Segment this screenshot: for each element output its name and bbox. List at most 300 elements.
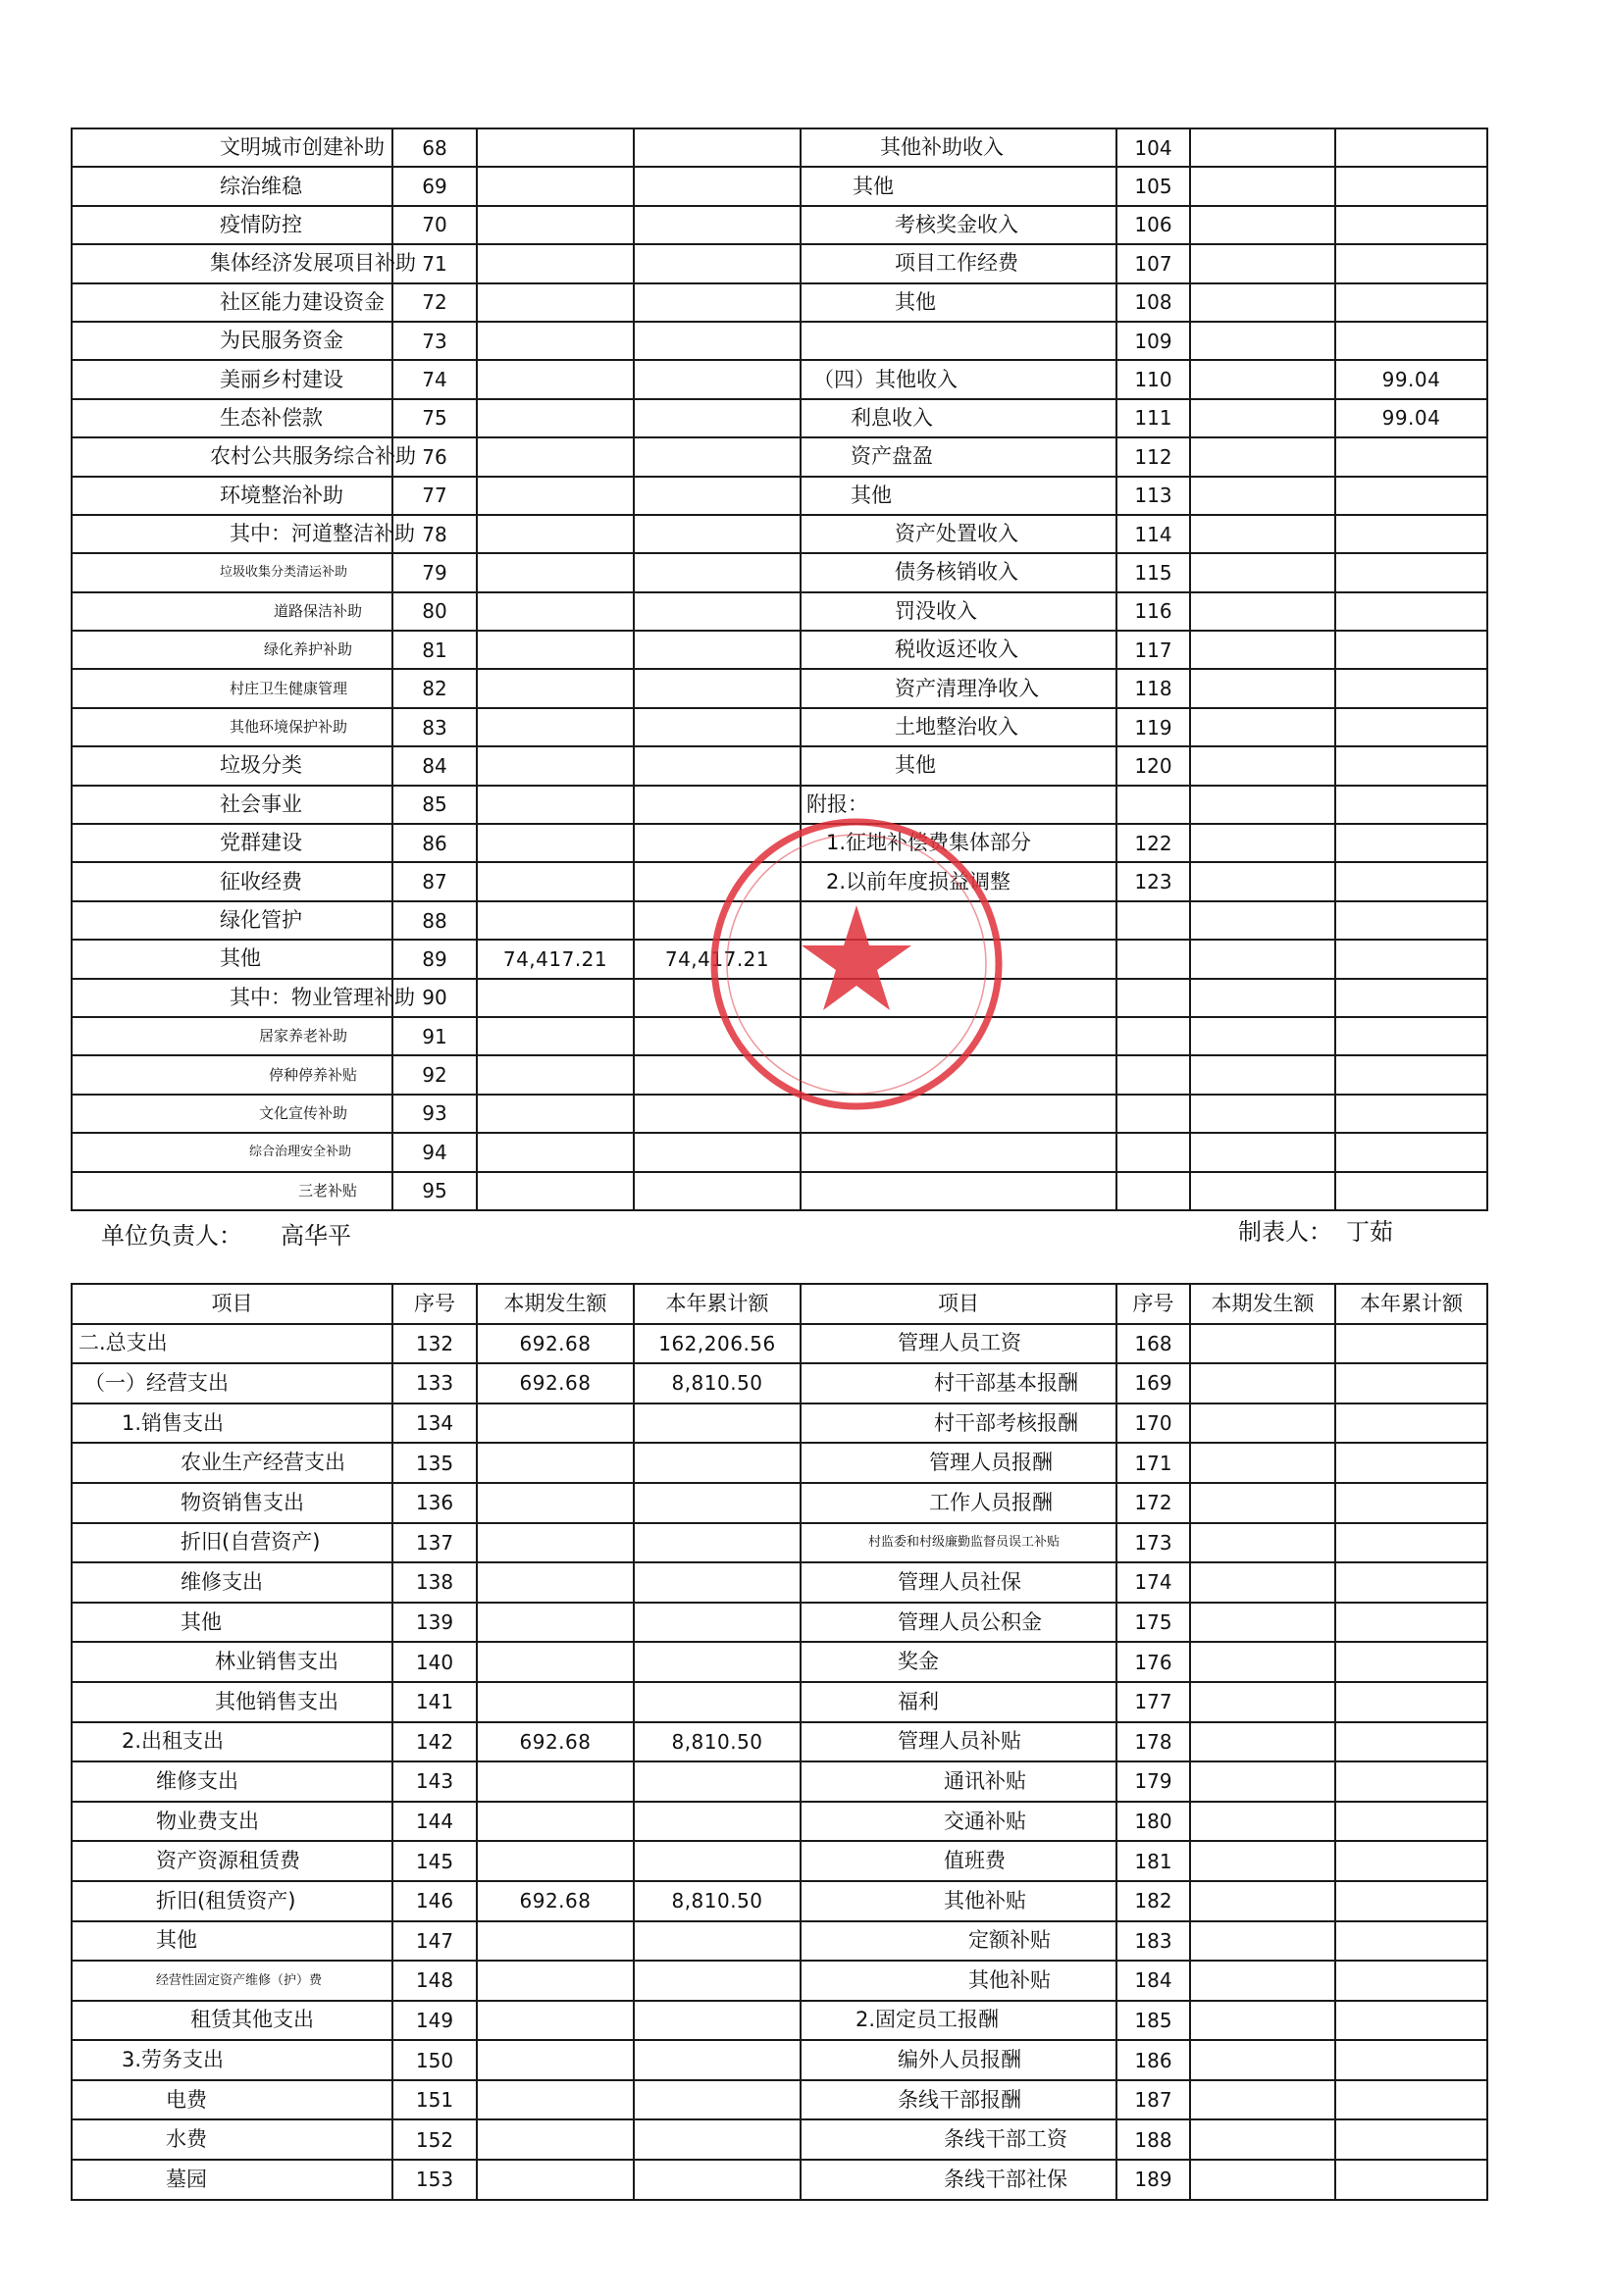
left-seq-cell: 135 [392, 1443, 477, 1483]
left-ytd-amount-cell [634, 1921, 801, 1962]
right-item-cell: 利息收入 [801, 399, 1116, 437]
right-seq-cell: 188 [1116, 2119, 1190, 2160]
right-ytd-amount-cell [1335, 1017, 1487, 1055]
left-period-amount-cell [477, 1443, 634, 1483]
left-seq-cell: 74 [392, 360, 477, 398]
table-row [72, 1562, 1487, 1603]
right-ytd-amount-cell [1335, 1095, 1487, 1133]
left-item-cell: 物业费支出 [72, 1802, 392, 1842]
right-period-amount-cell [1190, 2160, 1335, 2200]
right-ytd-amount-cell [1335, 1172, 1487, 1210]
table-row [72, 1172, 1487, 1210]
right-item-cell: 条线干部报酬 [801, 2080, 1116, 2120]
table-row [72, 1881, 1487, 1921]
table-row [72, 283, 1487, 322]
right-seq-cell: 180 [1116, 1802, 1190, 1842]
left-seq-cell: 75 [392, 399, 477, 437]
left-period-amount-cell [477, 2080, 634, 2120]
right-seq-cell: 185 [1116, 2001, 1190, 2041]
right-ytd-amount-cell [1335, 322, 1487, 360]
right-ytd-amount-cell [1335, 1603, 1487, 1643]
lower-table [71, 1283, 1488, 2201]
left-period-amount-cell [477, 553, 634, 591]
left-item-cell: 其他 [72, 1921, 392, 1962]
left-ytd-amount-cell [634, 746, 801, 785]
right-seq-cell: 122 [1116, 824, 1190, 862]
right-period-amount-cell [1190, 746, 1335, 785]
right-period-amount-cell [1190, 2080, 1335, 2120]
left-period-amount-cell [477, 1017, 634, 1055]
left-seq-cell: 143 [392, 1761, 477, 1802]
official-seal-icon [704, 812, 1009, 1116]
right-seq-cell: 107 [1116, 244, 1190, 282]
right-seq-cell [1116, 1055, 1190, 1094]
right-ytd-amount-cell [1335, 631, 1487, 669]
table-row [72, 360, 1487, 398]
left-ytd-amount-cell [634, 2160, 801, 2200]
left-seq-cell: 73 [392, 322, 477, 360]
table-row [72, 1642, 1487, 1682]
right-period-amount-cell [1190, 1961, 1335, 2001]
right-item-cell: 其他补助收入 [801, 128, 1116, 167]
right-seq-cell: 118 [1116, 669, 1190, 707]
right-item-cell: 奖金 [801, 1642, 1116, 1682]
left-item-cell: 其他 [72, 940, 392, 978]
right-item-cell: 考核奖金收入 [801, 206, 1116, 244]
right-period-amount-cell [1190, 631, 1335, 669]
left-seq-cell: 134 [392, 1403, 477, 1444]
left-period-amount-cell [477, 128, 634, 167]
right-seq-cell: 183 [1116, 1921, 1190, 1962]
left-ytd-amount-cell [634, 167, 801, 205]
table-row [72, 167, 1487, 205]
left-seq-cell: 138 [392, 1562, 477, 1603]
column-header: 本年累计额 [634, 1284, 801, 1324]
right-item-cell: 通讯补贴 [801, 1761, 1116, 1802]
right-period-amount-cell [1190, 1172, 1335, 1210]
right-seq-cell: 169 [1116, 1363, 1190, 1403]
right-item-cell: 资产盘盈 [801, 437, 1116, 476]
left-ytd-amount-cell: 8,810.50 [634, 1722, 801, 1762]
right-ytd-amount-cell [1335, 708, 1487, 746]
table-row [72, 1722, 1487, 1762]
left-item-cell: 经营性固定资产维修（护）费 [72, 1961, 392, 2001]
left-item-cell: 维修支出 [72, 1562, 392, 1603]
left-period-amount-cell: 692.68 [477, 1881, 634, 1921]
left-ytd-amount-cell [634, 631, 801, 669]
table-row [72, 631, 1487, 669]
table-row [72, 1443, 1487, 1483]
left-item-cell: 维修支出 [72, 1761, 392, 1802]
table-row [72, 437, 1487, 476]
left-period-amount-cell: 692.68 [477, 1722, 634, 1762]
left-seq-cell: 142 [392, 1722, 477, 1762]
right-item-cell: 2.固定员工报酬 [801, 2001, 1116, 2041]
left-seq-cell: 69 [392, 167, 477, 205]
right-seq-cell: 177 [1116, 1682, 1190, 1722]
left-ytd-amount-cell [634, 244, 801, 282]
right-period-amount-cell [1190, 1841, 1335, 1881]
right-ytd-amount-cell [1335, 2160, 1487, 2200]
right-period-amount-cell [1190, 1562, 1335, 1603]
right-item-cell: 村干部考核报酬 [801, 1403, 1116, 1444]
left-item-cell: 集体经济发展项目补助 [72, 244, 392, 282]
left-period-amount-cell [477, 244, 634, 282]
left-seq-cell: 152 [392, 2119, 477, 2160]
right-item-cell: （四）其他收入 [801, 360, 1116, 398]
right-item-cell: 定额补贴 [801, 1921, 1116, 1962]
right-seq-cell: 170 [1116, 1403, 1190, 1444]
left-seq-cell: 86 [392, 824, 477, 862]
table-row [72, 553, 1487, 591]
left-period-amount-cell [477, 746, 634, 785]
right-ytd-amount-cell: 99.04 [1335, 399, 1487, 437]
left-ytd-amount-cell [634, 669, 801, 707]
left-seq-cell: 83 [392, 708, 477, 746]
right-seq-cell: 104 [1116, 128, 1190, 167]
right-period-amount-cell [1190, 1682, 1335, 1722]
left-seq-cell: 91 [392, 1017, 477, 1055]
left-seq-cell: 76 [392, 437, 477, 476]
left-seq-cell: 150 [392, 2040, 477, 2080]
left-period-amount-cell [477, 2040, 634, 2080]
left-period-amount-cell [477, 1961, 634, 2001]
left-ytd-amount-cell [634, 1682, 801, 1722]
right-ytd-amount-cell [1335, 206, 1487, 244]
right-period-amount-cell [1190, 322, 1335, 360]
right-ytd-amount-cell [1335, 553, 1487, 591]
left-period-amount-cell [477, 477, 634, 515]
left-item-cell: 道路保洁补助 [72, 592, 392, 631]
left-item-cell: 文明城市创建补助 [72, 128, 392, 167]
left-item-cell: 电费 [72, 2080, 392, 2120]
right-period-amount-cell [1190, 283, 1335, 322]
right-item-cell: 管理人员社保 [801, 1562, 1116, 1603]
right-period-amount-cell [1190, 786, 1335, 824]
left-period-amount-cell [477, 786, 634, 824]
right-item-cell: 条线干部社保 [801, 2160, 1116, 2200]
right-item-cell [801, 1133, 1116, 1171]
left-item-cell: 其他环境保护补助 [72, 708, 392, 746]
right-item-cell: 土地整治收入 [801, 708, 1116, 746]
left-ytd-amount-cell [634, 283, 801, 322]
left-period-amount-cell [477, 592, 634, 631]
left-seq-cell: 94 [392, 1133, 477, 1171]
table-row [72, 399, 1487, 437]
table-row [72, 2001, 1487, 2041]
left-item-cell: 二.总支出 [72, 1324, 392, 1364]
right-seq-cell: 181 [1116, 1841, 1190, 1881]
right-ytd-amount-cell [1335, 515, 1487, 553]
left-ytd-amount-cell [634, 1443, 801, 1483]
right-seq-cell [1116, 940, 1190, 978]
left-item-cell: 农村公共服务综合补助 [72, 437, 392, 476]
left-seq-cell: 137 [392, 1523, 477, 1563]
right-ytd-amount-cell [1335, 1682, 1487, 1722]
left-item-cell: 其他销售支出 [72, 1682, 392, 1722]
left-period-amount-cell: 692.68 [477, 1363, 634, 1403]
left-ytd-amount-cell [634, 708, 801, 746]
right-seq-cell: 113 [1116, 477, 1190, 515]
right-seq-cell: 120 [1116, 746, 1190, 785]
table-row [72, 1761, 1487, 1802]
right-item-cell: 其他补贴 [801, 1961, 1116, 2001]
left-seq-cell: 139 [392, 1603, 477, 1643]
left-period-amount-cell [477, 1483, 634, 1523]
left-period-amount-cell [477, 399, 634, 437]
left-period-amount-cell [477, 708, 634, 746]
left-seq-cell: 144 [392, 1802, 477, 1842]
left-ytd-amount-cell [634, 1642, 801, 1682]
table-row [72, 2160, 1487, 2200]
table-row [72, 322, 1487, 360]
right-item-cell [801, 322, 1116, 360]
left-seq-cell: 93 [392, 1095, 477, 1133]
left-ytd-amount-cell [634, 322, 801, 360]
left-item-cell: 2.出租支出 [72, 1722, 392, 1762]
left-item-cell: 环境整治补助 [72, 477, 392, 515]
left-ytd-amount-cell [634, 437, 801, 476]
right-ytd-amount-cell [1335, 1363, 1487, 1403]
right-ytd-amount-cell [1335, 1324, 1487, 1364]
right-seq-cell: 189 [1116, 2160, 1190, 2200]
table-row [72, 1841, 1487, 1881]
right-seq-cell [1116, 901, 1190, 940]
left-period-amount-cell [477, 167, 634, 205]
left-ytd-amount-cell [634, 360, 801, 398]
right-seq-cell: 184 [1116, 1961, 1190, 2001]
left-period-amount-cell [477, 862, 634, 900]
right-seq-cell: 112 [1116, 437, 1190, 476]
left-item-cell: 居家养老补助 [72, 1017, 392, 1055]
right-ytd-amount-cell [1335, 437, 1487, 476]
right-item-cell: 管理人员公积金 [801, 1603, 1116, 1643]
left-seq-cell: 148 [392, 1961, 477, 2001]
left-period-amount-cell [477, 322, 634, 360]
left-ytd-amount-cell [634, 1761, 801, 1802]
left-seq-cell: 89 [392, 940, 477, 978]
right-ytd-amount-cell [1335, 1523, 1487, 1563]
right-ytd-amount-cell [1335, 1841, 1487, 1881]
right-item-cell: 罚没收入 [801, 592, 1116, 631]
left-period-amount-cell [477, 1133, 634, 1171]
right-ytd-amount-cell: 99.04 [1335, 360, 1487, 398]
right-ytd-amount-cell [1335, 2119, 1487, 2160]
right-period-amount-cell [1190, 979, 1335, 1017]
left-item-cell: 其中：物业管理补助 [72, 979, 392, 1017]
left-item-cell: 文化宣传补助 [72, 1095, 392, 1133]
left-item-cell: 美丽乡村建设 [72, 360, 392, 398]
right-item-cell: 税收返还收入 [801, 631, 1116, 669]
right-ytd-amount-cell [1335, 979, 1487, 1017]
right-period-amount-cell [1190, 1722, 1335, 1762]
table-maker-name: 丁茹 [1346, 1218, 1393, 1246]
left-period-amount-cell [477, 2119, 634, 2160]
table-row [72, 1324, 1487, 1364]
right-seq-cell: 110 [1116, 360, 1190, 398]
left-period-amount-cell [477, 1523, 634, 1563]
left-ytd-amount-cell [634, 477, 801, 515]
column-header: 序号 [392, 1284, 477, 1324]
right-seq-cell: 176 [1116, 1642, 1190, 1682]
left-ytd-amount-cell [634, 1802, 801, 1842]
left-item-cell: 综治维稳 [72, 167, 392, 205]
table-row [72, 1682, 1487, 1722]
table-row [72, 708, 1487, 746]
left-seq-cell: 145 [392, 1841, 477, 1881]
right-seq-cell: 171 [1116, 1443, 1190, 1483]
right-item-cell: 1.征地补偿费集体部分 [801, 824, 1116, 862]
right-item-cell: 管理人员补贴 [801, 1722, 1116, 1762]
right-ytd-amount-cell [1335, 1642, 1487, 1682]
table-row [72, 128, 1487, 167]
right-ytd-amount-cell [1335, 167, 1487, 205]
right-period-amount-cell [1190, 1483, 1335, 1523]
right-seq-cell [1116, 979, 1190, 1017]
right-period-amount-cell [1190, 669, 1335, 707]
right-seq-cell: 106 [1116, 206, 1190, 244]
left-ytd-amount-cell [634, 2040, 801, 2080]
column-header: 序号 [1116, 1284, 1190, 1324]
right-period-amount-cell [1190, 708, 1335, 746]
right-item-cell: 交通补贴 [801, 1802, 1116, 1842]
left-seq-cell: 140 [392, 1642, 477, 1682]
table-row [72, 669, 1487, 707]
right-ytd-amount-cell [1335, 1881, 1487, 1921]
table-row [72, 206, 1487, 244]
left-seq-cell: 92 [392, 1055, 477, 1094]
left-seq-cell: 146 [392, 1881, 477, 1921]
right-ytd-amount-cell [1335, 477, 1487, 515]
right-period-amount-cell [1190, 2119, 1335, 2160]
right-period-amount-cell [1190, 399, 1335, 437]
right-seq-cell: 175 [1116, 1603, 1190, 1643]
right-period-amount-cell [1190, 1881, 1335, 1921]
right-seq-cell: 116 [1116, 592, 1190, 631]
right-item-cell: 资产处置收入 [801, 515, 1116, 553]
right-period-amount-cell [1190, 862, 1335, 900]
left-seq-cell: 70 [392, 206, 477, 244]
right-item-cell: 条线干部工资 [801, 2119, 1116, 2160]
right-period-amount-cell [1190, 824, 1335, 862]
right-seq-cell: 187 [1116, 2080, 1190, 2120]
left-seq-cell: 72 [392, 283, 477, 322]
left-seq-cell: 151 [392, 2080, 477, 2120]
left-ytd-amount-cell [634, 1603, 801, 1643]
right-seq-cell: 115 [1116, 553, 1190, 591]
right-seq-cell: 105 [1116, 167, 1190, 205]
right-ytd-amount-cell [1335, 786, 1487, 824]
right-seq-cell [1116, 1017, 1190, 1055]
left-seq-cell: 87 [392, 862, 477, 900]
right-period-amount-cell [1190, 515, 1335, 553]
left-ytd-amount-cell [634, 1403, 801, 1444]
right-period-amount-cell [1190, 1921, 1335, 1962]
right-period-amount-cell [1190, 1095, 1335, 1133]
left-item-cell: 墓园 [72, 2160, 392, 2200]
column-header: 项目 [801, 1284, 1116, 1324]
left-period-amount-cell [477, 515, 634, 553]
left-item-cell: 停种停养补贴 [72, 1055, 392, 1094]
left-item-cell: 征收经费 [72, 862, 392, 900]
right-ytd-amount-cell [1335, 1055, 1487, 1094]
table-row [72, 1403, 1487, 1444]
left-ytd-amount-cell [634, 515, 801, 553]
left-period-amount-cell [477, 360, 634, 398]
left-item-cell: 水费 [72, 2119, 392, 2160]
left-ytd-amount-cell [634, 553, 801, 591]
right-ytd-amount-cell [1335, 669, 1487, 707]
right-seq-cell: 117 [1116, 631, 1190, 669]
left-period-amount-cell [477, 1055, 634, 1094]
right-ytd-amount-cell [1335, 1483, 1487, 1523]
right-seq-cell: 179 [1116, 1761, 1190, 1802]
right-period-amount-cell [1190, 2040, 1335, 2080]
left-ytd-amount-cell: 74,417.21 [634, 940, 801, 978]
table-row [72, 2119, 1487, 2160]
right-ytd-amount-cell [1335, 1403, 1487, 1444]
left-item-cell: 1.销售支出 [72, 1403, 392, 1444]
left-item-cell: 其中：河道整洁补助 [72, 515, 392, 553]
left-period-amount-cell [477, 631, 634, 669]
right-ytd-amount-cell [1335, 1562, 1487, 1603]
table-row [72, 244, 1487, 282]
left-seq-cell: 149 [392, 2001, 477, 2041]
left-item-cell: 3.劳务支出 [72, 2040, 392, 2080]
right-item-cell: 其他补贴 [801, 1881, 1116, 1921]
left-item-cell: 三老补贴 [72, 1172, 392, 1210]
right-item-cell [801, 1172, 1116, 1210]
right-item-cell: 其他 [801, 477, 1116, 515]
left-seq-cell: 90 [392, 979, 477, 1017]
left-period-amount-cell: 692.68 [477, 1324, 634, 1364]
table-row [72, 592, 1487, 631]
table-row [72, 1483, 1487, 1523]
right-seq-cell [1116, 1133, 1190, 1171]
left-item-cell: 折旧(自营资产) [72, 1523, 392, 1563]
left-period-amount-cell [477, 979, 634, 1017]
left-item-cell: 资产资源租赁费 [72, 1841, 392, 1881]
left-period-amount-cell [477, 669, 634, 707]
table-row [72, 1133, 1487, 1171]
left-ytd-amount-cell [634, 206, 801, 244]
left-period-amount-cell [477, 824, 634, 862]
left-period-amount-cell [477, 2001, 634, 2041]
table-row [72, 1961, 1487, 2001]
left-seq-cell: 68 [392, 128, 477, 167]
right-ytd-amount-cell [1335, 1443, 1487, 1483]
right-seq-cell: 119 [1116, 708, 1190, 746]
right-seq-cell [1116, 1172, 1190, 1210]
left-item-cell: 租赁其他支出 [72, 2001, 392, 2041]
left-ytd-amount-cell [634, 1133, 801, 1171]
left-period-amount-cell [477, 1562, 634, 1603]
right-period-amount-cell [1190, 940, 1335, 978]
left-item-cell: 农业生产经营支出 [72, 1443, 392, 1483]
right-period-amount-cell [1190, 592, 1335, 631]
column-header: 本期发生额 [1190, 1284, 1335, 1324]
left-seq-cell: 153 [392, 2160, 477, 2200]
left-seq-cell: 77 [392, 477, 477, 515]
left-ytd-amount-cell [634, 1523, 801, 1563]
right-ytd-amount-cell [1335, 2080, 1487, 2120]
table-row [72, 2040, 1487, 2080]
right-seq-cell: 109 [1116, 322, 1190, 360]
left-period-amount-cell [477, 1095, 634, 1133]
right-ytd-amount-cell [1335, 2040, 1487, 2080]
left-ytd-amount-cell [634, 2080, 801, 2120]
right-item-cell: 工作人员报酬 [801, 1483, 1116, 1523]
